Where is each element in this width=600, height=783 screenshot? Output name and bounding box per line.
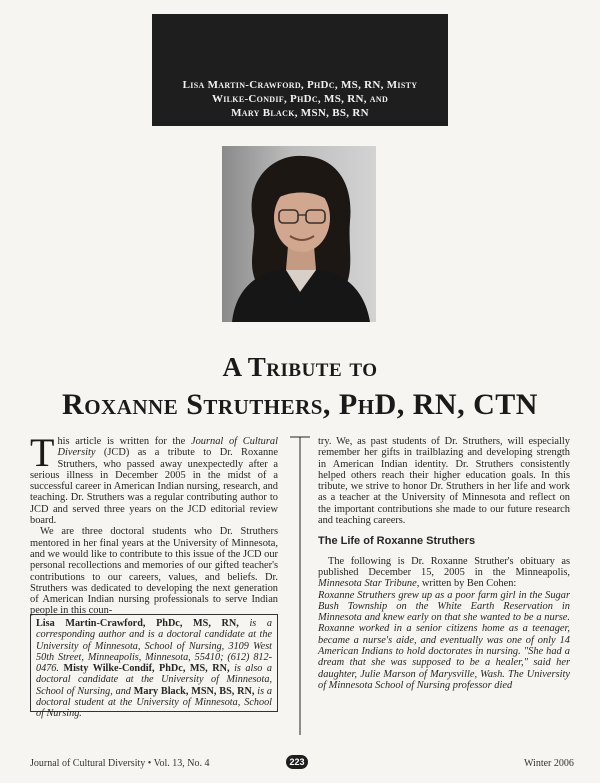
- continuation-paragraph: try. We, as past students of Dr. Struthers, will especially remember her gifts in trailblazing and developing strength in American Indian identity. Dr. Struthers consistently helped others reach their higher education goals. In this tribute, we strive to honor Dr. Struthers in her life and work as a teacher at the University of Minnesota and reflect on the important contributions she made to our future research and teaching careers.: [318, 436, 570, 527]
- left-column: [30, 430, 278, 617]
- obituary-intro: [318, 556, 570, 590]
- portrait-photo: [222, 146, 376, 322]
- article-title-line-2: Roxanne Struthers, PhD, RN, CTN: [62, 388, 538, 421]
- bio-text-1: is a corresponding author and is a doctoral candidate at the University of Minnesota, School of Nursing, 3109 West 50th Street, Minneapolis, Minnesota, 55410; (612) 812-0476.: [36, 618, 273, 675]
- journal-name: Journal of Cultural Diversity: [57, 436, 278, 459]
- section-heading: The Life of Roxanne Struthers: [318, 535, 476, 548]
- mentoring-paragraph: We are three doctoral students who Dr. Struthers mentored in her final years at the University of Minnesota, and we would like to contribute to this issue of the JCD our personal recollections and memories of our gifted teacher's contributions to our careers, values, and beliefs. Dr. Struthers was dedicated to developing the next generation of American Indian nursing professionals to serve Indian people in this coun-: [30, 526, 278, 617]
- footer-issue-date: Winter 2006: [524, 758, 574, 769]
- bio-name-2: Misty Wilke-Condif, PhDc, MS, RN,: [63, 663, 230, 675]
- bio-text-3: is a doctoral student at the University of Minnesota, School of Nursing.: [36, 685, 273, 720]
- obituary-intro-end: , written by Ben Cohen:: [416, 578, 517, 590]
- intro-text-start: his article is written for the: [57, 436, 191, 447]
- footer-journal-info: Journal of Cultural Diversity • Vol. 13, No. 4: [30, 758, 210, 769]
- newspaper-name: Minnesota Star Tribune: [318, 578, 417, 590]
- portrait-illustration: [222, 146, 376, 322]
- bio-name-1: Lisa Martin-Crawford, PhDc, MS, RN,: [36, 618, 239, 629]
- article-title-line-1: A Tribute to: [222, 352, 378, 382]
- obituary-intro-start: The following is Dr. Roxanne Struther's obituary as published December 15, 2005 in the Minneapolis,: [318, 555, 570, 578]
- bio-name-3: Mary Black, MSN, BS, RN,: [133, 685, 255, 697]
- author-line-1: Lisa Martin-Crawford, PhDc, MS, RN, Misty: [182, 79, 418, 91]
- intro-paragraph: [30, 430, 278, 527]
- obituary-quote: Roxanne Struthers grew up as a poor farm girl in the Sugar Bush Township on the White Earth Reservation in Minnesota and knew early on that she wanted to be a nurse. Roxanne worked in a senior citizens home as a teenager, became a nurse's aide, and eventually was one of only 14 American Indians to hold doctorates in nursing. "She had a dream that she was supposed to be a healer," said her daughter, Julie Marson of Marysville, Wash. The University of Minnesota School of Nursing professor died: [318, 589, 570, 691]
- drop-cap: T: [30, 430, 55, 475]
- right-column: [318, 436, 570, 691]
- page-number-badge: 223: [286, 755, 308, 769]
- author-line-3: Mary Black, MSN, BS, RN: [231, 107, 369, 119]
- author-bio-box: [30, 614, 278, 720]
- bio-text-2: is also a doctoral candidate at the University of Minnesota, School of Nursing, and: [36, 663, 273, 697]
- intro-text-end: (JCD) as a tribute to Dr. Roxanne Struthers, who passed away unexpectedly after a serious illness in December 2005 in the midst of a successful career in American Indian nursing, research, and teaching. Dr. Struthers was a regular contributing author to JCD and served three years on the JCD editorial review board.: [30, 447, 278, 527]
- author-line-2: Wilke-Condif, PhDc, MS, RN, and: [211, 93, 389, 105]
- column-divider: [288, 436, 312, 736]
- author-banner: [152, 14, 448, 126]
